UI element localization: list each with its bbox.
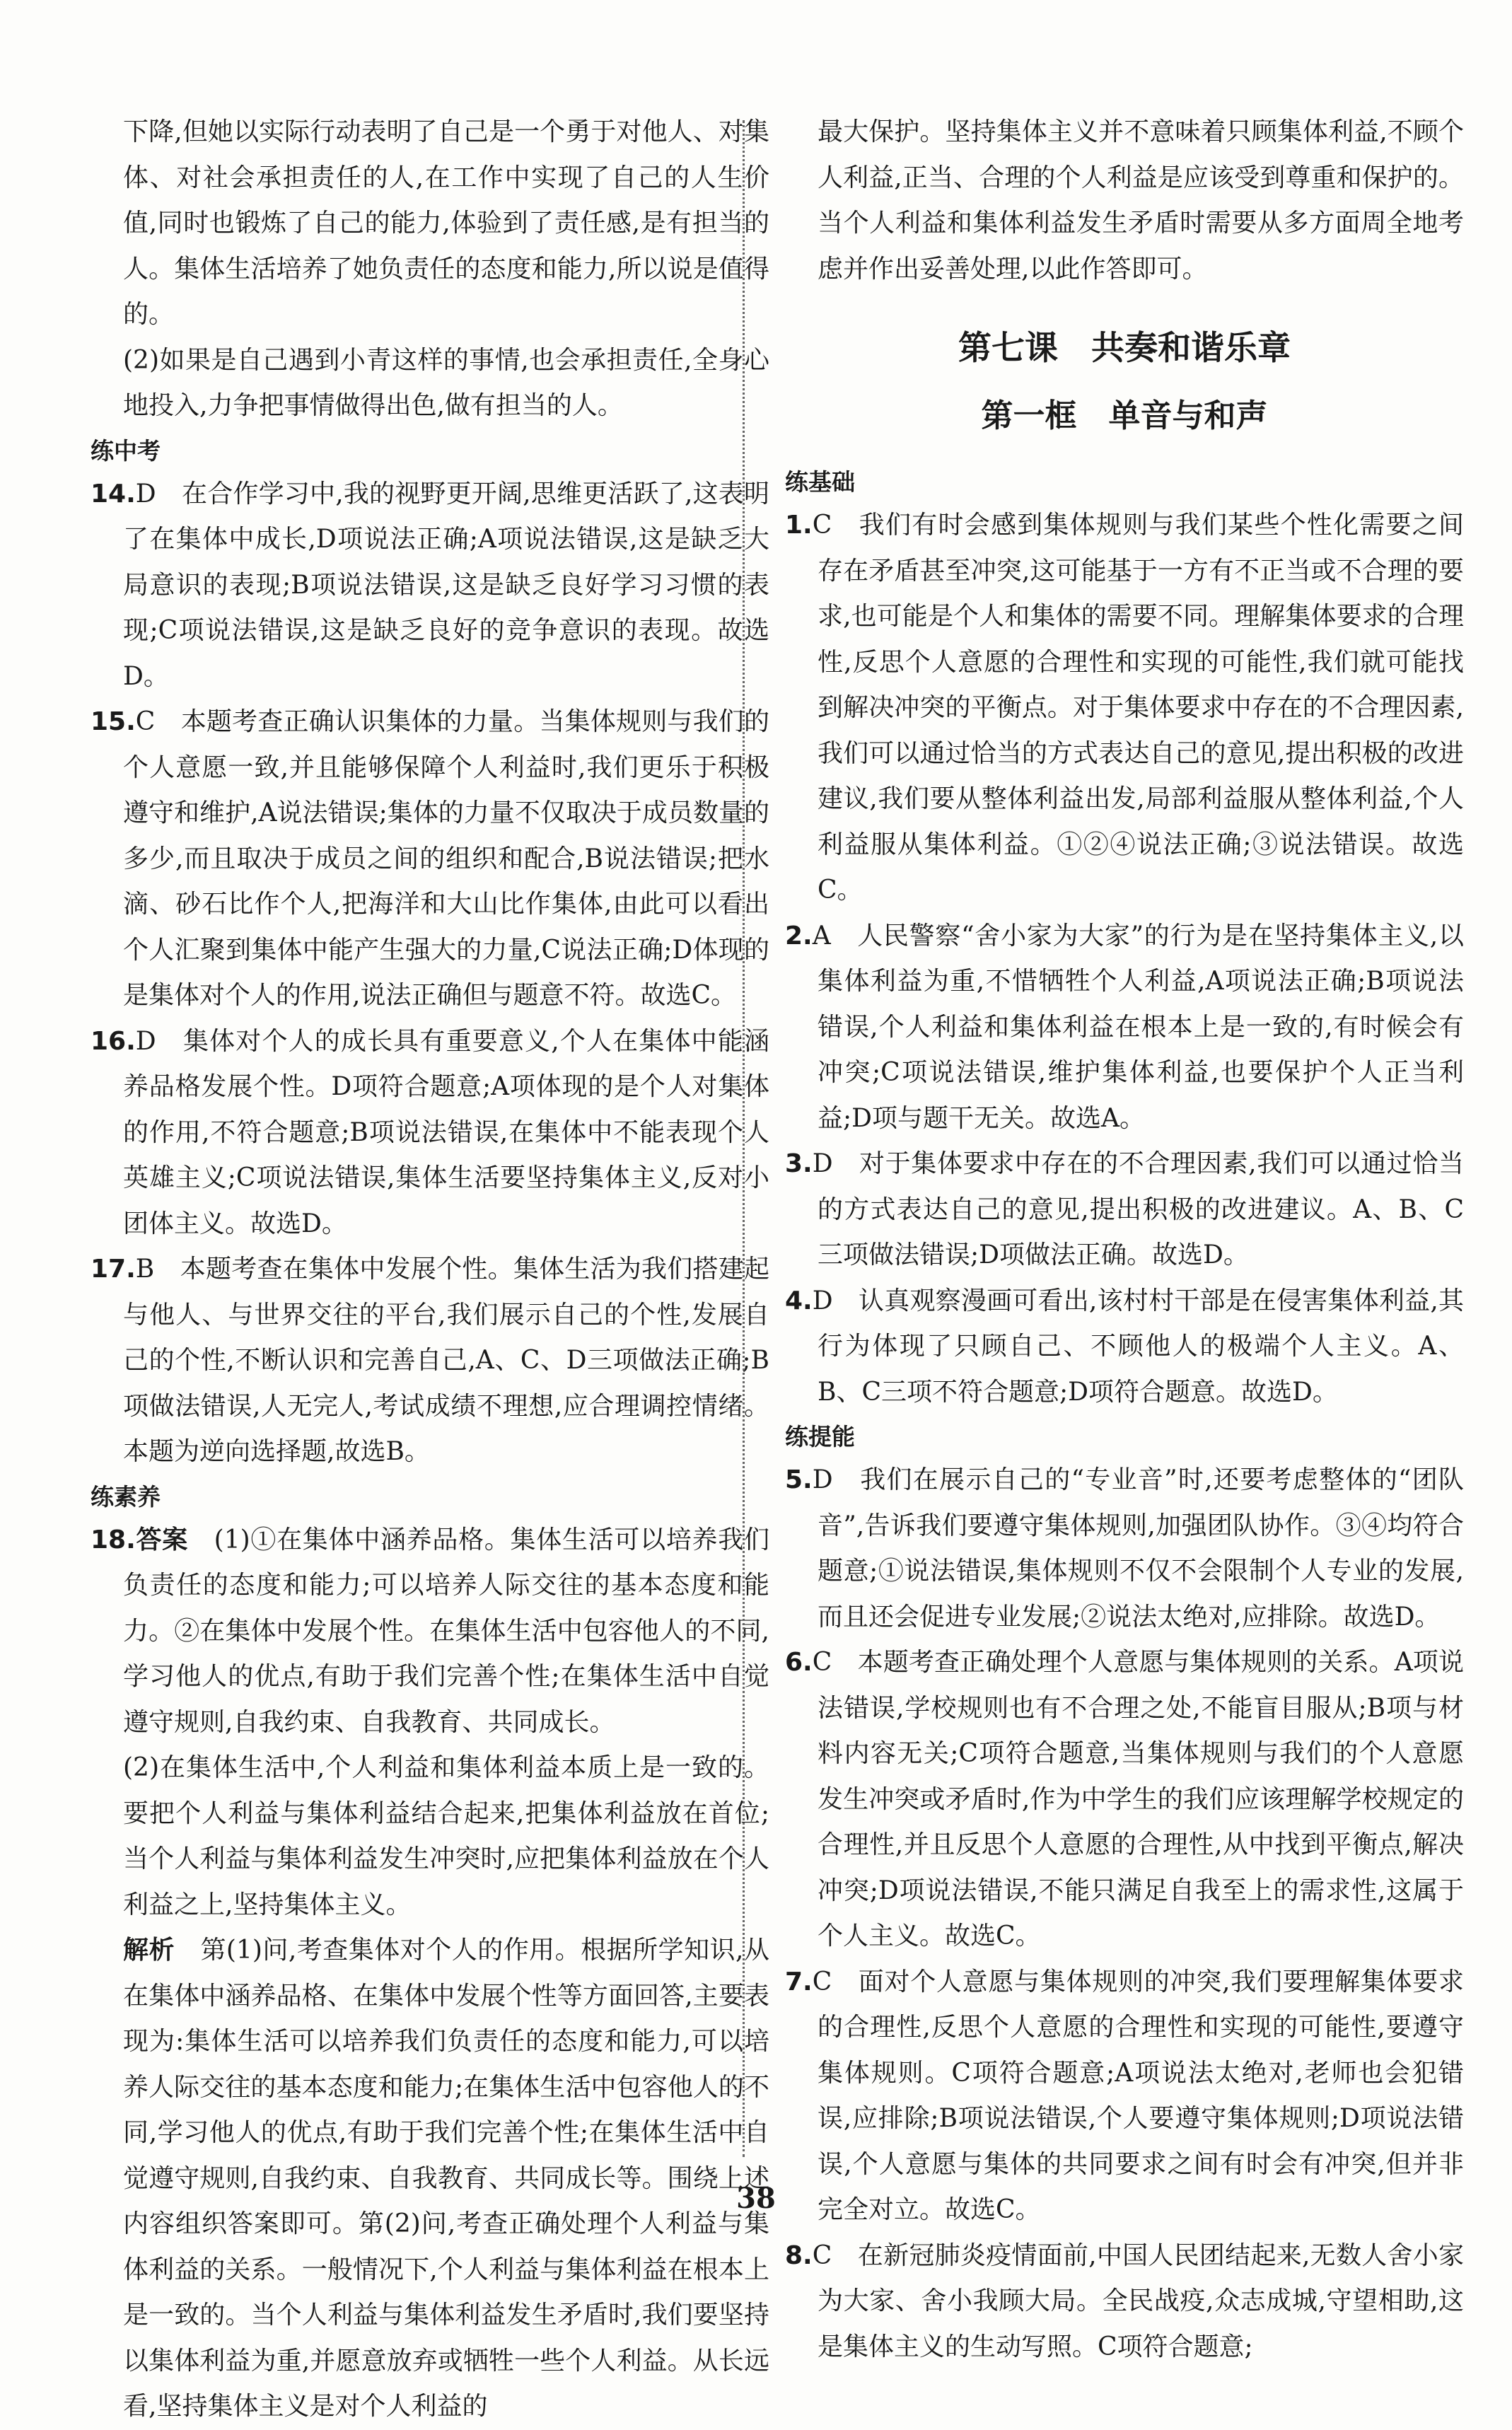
question-1 <box>785 503 1464 914</box>
question-text: B 本题考查在集体中发展个性。集体生活为我们搭建起与他人、与世界交往的平台,我们展示自己的个性,发展自己的个性,不断认识和完善自己,A、C、D三项做法正确;B项做法错误,人无完人,考试成绩不理想,应合理调控情绪。本题为逆向选择题,故选B。 <box>123 1255 769 1466</box>
analysis-label: 解析 <box>123 1936 175 1965</box>
question-text: D 认真观察漫画可看出,该村村干部是在侵害集体利益,其行为体现了只顾自己、不顾他人的极端个人主义。A、B、C三项不符合题意;D项符合题意。故选D。 <box>812 1286 1464 1407</box>
question-18-analysis <box>91 1928 769 2430</box>
question-text: D 我们在展示自己的“专业音”时,还要考虑整体的“团队音”,告诉我们要遵守集体规则,加强团队协作。③④均符合题意;①说法错误,集体规则不仅不会限制个人专业的发展,而且还会促进专业发展;②说法太绝对,应排除。故选D。 <box>812 1465 1464 1632</box>
column-divider <box>743 120 745 2157</box>
left-column <box>91 110 769 2430</box>
question-number: 5. <box>785 1465 813 1494</box>
question-number: 8. <box>785 2240 813 2270</box>
analysis-text: 第(1)问,考查集体对个人的作用。根据所学知识,从在集体中涵养品格、在集体中发展个性等方面回答,主要表现为:集体生活可以培养我们负责任的态度和能力,可以培养人际交往的基本态度和能力;在集体生活中包容他人的不同,学习他人的优点,有助于我们完善个性;在集体生活中自觉遵守规则,自我约束、自我教育、共同成长等。围绕上述内容组织答案即可。第(2)问,考查正确处理个人利益与集体利益的关系。一般情况下,个人利益与集体利益在根本上是一致的。当个人利益与集体利益发生矛盾时,我们要坚持以集体利益为重,并愿意放弃或牺牲一些个人利益。从长远看,坚持集体主义是对个人利益的 <box>123 1936 769 2421</box>
question-17 <box>91 1247 769 1475</box>
question-4 <box>785 1279 1464 1416</box>
frame-title: 第一框 单音与和声 <box>981 397 1268 434</box>
answer-text: (1)①在集体中涵养品格。集体生活可以培养我们负责任的态度和能力;可以培养人际交往的基本态度和能力。②在集体中发展个性。在集体生活中包容他人的不同,学习他人的优点,有助于我们完善个性;在集体生活中自觉遵守规则,自我约束、自我教育、共同成长。 <box>123 1525 769 1737</box>
question-2 <box>785 914 1464 1142</box>
question-number: 7. <box>785 1967 813 1996</box>
question-text: C 面对个人意愿与集体规则的冲突,我们要理解集体要求的合理性,反思个人意愿的合理性和实现的可能性,要遵守集体规则。C项符合题意;A项说法太绝对,老师也会犯错误,应排除;B项说法错误,个人要遵守集体规则;D项说法错误,个人意愿与集体的共同要求之间有时会有冲突,但并非完全对立。故选C。 <box>812 1967 1464 2224</box>
lesson-title: 第七课 共奏和谐乐章 <box>958 329 1291 368</box>
q13-continuation: 下降,但她以实际行动表明了自己是一个勇于对他人、对集体、对社会承担责任的人,在工作中实现了自己的人生价值,同时也锻炼了自己的能力,体验到了责任感,是有担当的人。集体生活培养了她负责任的态度和能力,所以说是值得的。 <box>123 117 769 329</box>
question-18-answer-part2: (2)在集体生活中,个人利益和集体利益本质上是一致的。要把个人利益与集体利益结合起来,把集体利益放在首位;当个人利益与集体利益发生冲突时,应把集体利益放在个人利益之上,坚持集体主义。 <box>123 1753 769 1919</box>
question-number: 2. <box>785 921 813 951</box>
answer-label: 答案 <box>135 1525 188 1554</box>
question-number: 14. <box>91 479 136 508</box>
question-text: A 人民警察“舍小家为大家”的行为是在坚持集体主义,以集体利益为重,不惜牺牲个人利益,A项说法正确;B项说法错误,个人利益和集体利益在根本上是一致的,有时候会有冲突;C项说法错误,维护集体利益,也要保护个人正当利益;D项与题干无关。故选A。 <box>812 921 1464 1133</box>
section-heading-suyang: 练素养 <box>91 1482 161 1511</box>
question-text: C 本题考查正确认识集体的力量。当集体规则与我们的个人意愿一致,并且能够保障个人利益时,我们更乐于积极遵守和维护,A说法错误;集体的力量不仅取决于成员数量的多少,而且取决于成员之间的组织和配合,B说法错误;把水滴、砂石比作个人,把海洋和大山比作集体,由此可以看出个人汇聚到集体中能产生强大的力量,C说法正确;D体现的是集体对个人的作用,说法正确但与题意不符。故选C。 <box>123 707 769 1010</box>
question-text: D 在合作学习中,我的视野更开阔,思维更活跃了,这表明了在集体中成长,D项说法正确;A项说法错误,这是缺乏大局意识的表现;B项说法错误,这是缺乏良好学习习惯的表现;C项说法错误,这是缺乏良好的竞争意识的表现。故选D。 <box>123 479 769 691</box>
right-column <box>785 110 1464 2370</box>
section-heading-tineng: 练提能 <box>785 1423 855 1451</box>
question-number: 16. <box>91 1026 136 1056</box>
question-number: 3. <box>785 1149 813 1178</box>
page-number: 38 <box>736 2182 776 2215</box>
question-number: 15. <box>91 707 136 736</box>
question-6 <box>785 1640 1464 1960</box>
question-5 <box>785 1458 1464 1640</box>
q13-part2: (2)如果是自己遇到小青这样的事情,也会承担责任,全身心地投入,力争把事情做得出色,做有担当的人。 <box>123 345 769 420</box>
question-text: C 本题考查正确处理个人意愿与集体规则的关系。A项说法错误,学校规则也有不合理之处,不能盲目服从;B项与材料内容无关;C项符合题意,当集体规则与我们的个人意愿发生冲突或矛盾时,作为中学生的我们应该理解学校规定的合理性,并且反思个人意愿的合理性,从中找到平衡点,解决冲突;D项说法错误,不能只满足自我至上的需求性,这属于个人主义。故选C。 <box>812 1648 1464 1951</box>
section-heading-zhongkao: 练中考 <box>91 436 161 465</box>
question-number: 1. <box>785 511 813 540</box>
question-text: C 我们有时会感到集体规则与我们某些个性化需要之间存在矛盾甚至冲突,这可能基于一方有不正当或不合理的要求,也可能是个人和集体的需要不同。理解集体要求的合理性,反思个人意愿的合理性和实现的可能性,我们就可能找到解决冲突的平衡点。对于集体要求中存在的不合理因素,我们可以通过恰当的方式表达自己的意见,提出积极的改进建议,我们要从整体利益出发,局部利益服从整体利益,个人利益服从集体利益。①②④说法正确;③说法错误。故选C。 <box>812 511 1464 905</box>
question-18-answer <box>91 1518 769 1746</box>
question-number: 17. <box>91 1255 136 1284</box>
question-text: D 对于集体要求中存在的不合理因素,我们可以通过恰当的方式表达自己的意见,提出积极的改进建议。A、B、C三项做法错误;D项做法正确。故选D。 <box>812 1149 1464 1269</box>
question-15 <box>91 699 769 1019</box>
question-16 <box>91 1019 769 1248</box>
question-number: 18. <box>91 1525 136 1554</box>
question-3 <box>785 1141 1464 1279</box>
question-number: 4. <box>785 1286 813 1315</box>
question-text: C 在新冠肺炎疫情面前,中国人民团结起来,无数人舍小家为大家、舍小我顾大局。全民战疫,众志成城,守望相助,这是集体主义的生动写照。C项符合题意; <box>812 2240 1464 2361</box>
question-text: D 集体对个人的成长具有重要意义,个人在集体中能涵养品格发展个性。D项符合题意;A项体现的是个人对集体的作用,不符合题意;B项说法错误,在集体中不能表现个人英雄主义;C项说法错误,集体生活要坚持集体主义,反对小团体主义。故选D。 <box>123 1026 769 1238</box>
question-number: 6. <box>785 1648 813 1677</box>
analysis-continuation: 最大保护。坚持集体主义并不意味着只顾集体利益,不顾个人利益,正当、合理的个人利益是应该受到尊重和保护的。当个人利益和集体利益发生矛盾时需要从多方面周全地考虑并作出妥善处理,以此作答即可。 <box>818 117 1464 284</box>
section-heading-jichu: 练基础 <box>785 468 855 496</box>
question-8 <box>785 2233 1464 2371</box>
question-14 <box>91 472 769 700</box>
